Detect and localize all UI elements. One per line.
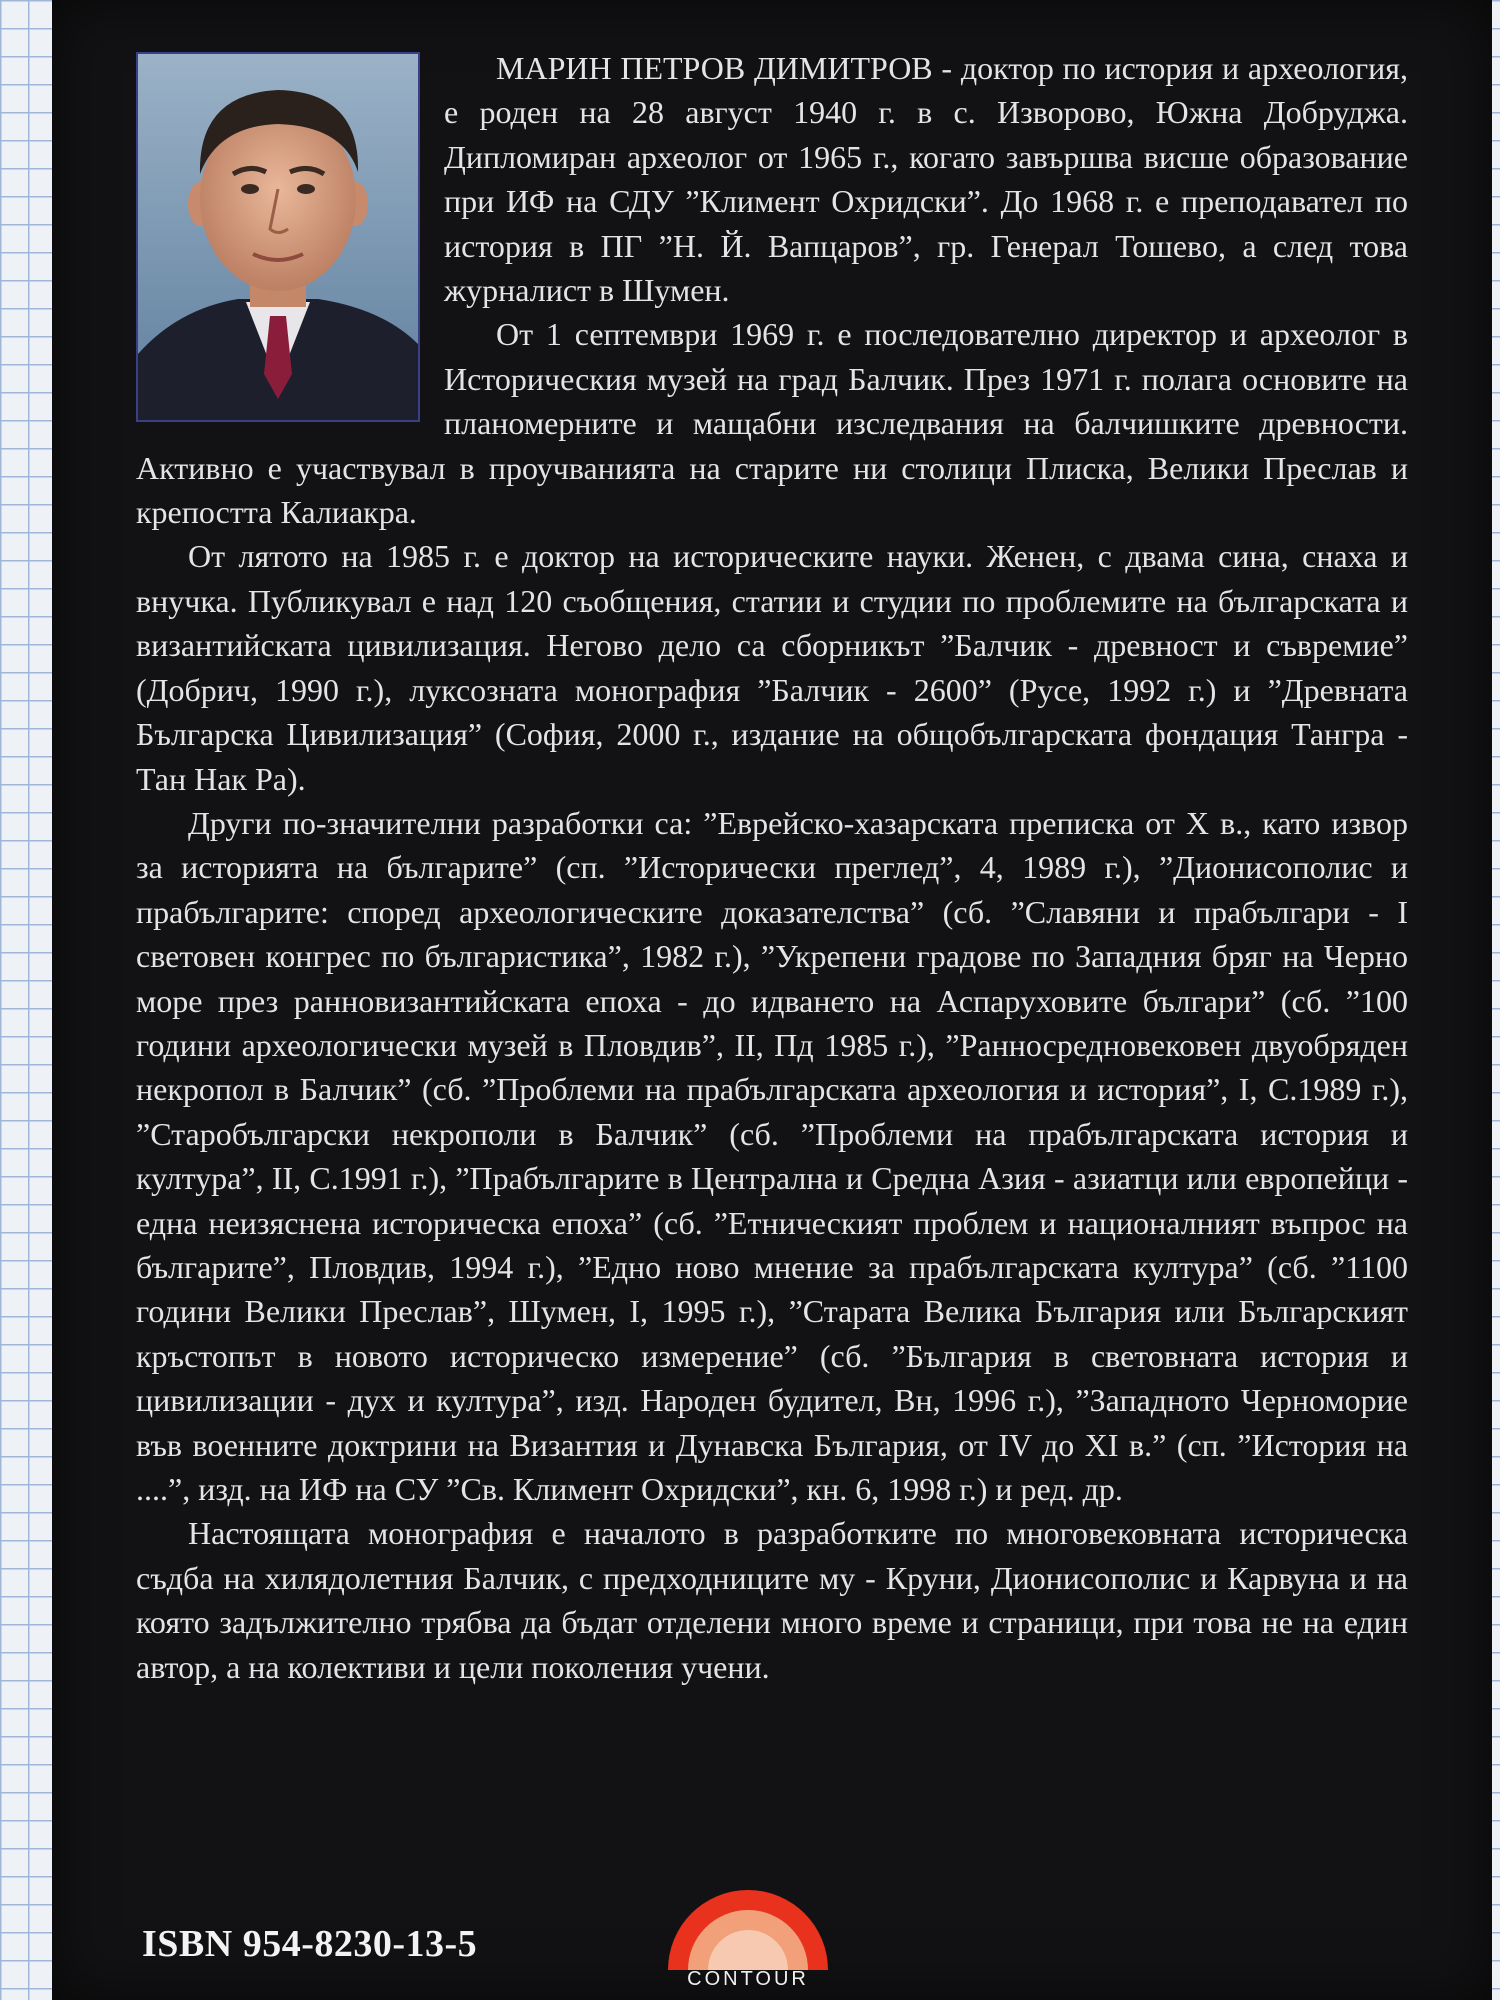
biography-paragraph-3: От лятото на 1985 г. е доктор на историческите науки. Женен, с двама сина, снаха и внучка. Публикувал е над 120 съобщения, статии и студии по проблемите на българската и византийската цивилизация. Негово дело са сборникът ”Балчик - древност и съвремие” (Добрич, 1990 г.), луксозната монография ”Балчик - 2600” (Русе, 1992 г.) и ”Древната Българска Цивилизация” (София, 2000 г., издание на общобългарската фондация Тангра - Тан Нак Ра). [136, 538, 1408, 797]
biography-paragraph-1: МАРИН ПЕТРОВ ДИМИТРОВ - доктор по история и археология, е роден на 28 август 1940 г. в с. Изворово, Южна Добруджа. Дипломиран археолог от 1965 г., когато завършва висше образование при ИФ на СДУ ”Климент Охридски”. До 1968 г. е преподавател по история в ПГ ”Н. Й. Вапцаров”, гр. Генерал Тошево, а след това журналист в Шумен. [444, 50, 1408, 309]
biography-paragraph-4: Други по-значителни разработки са: ”Еврейско-хазарската преписка от X в., като извор за историята на българите” (сп. ”Исторически преглед”, 4, 1989 г.), ”Дионисополис и прабългарите: според археологическите доказателства” (сб. ”Славяни и прабългари - I световен конгрес по българистика”, 1982 г.), ”Укрепени градове по Западния бряг на Черно море през ранновизантийската епоха - до идването на Аспаруховите българи” (сб. ”100 години археологически музей в Пловдив”, II, Пд 1985 г.), ”Ранносредновековен двуобряден некропол в Балчик” (сб. ”Проблеми на прабългарската археология и история”, I, С.1989 г.), ”Старобългарски некрополи в Балчик” (сб. ”Проблеми на прабългарската история и култура”, II, С.1991 г.), ”Прабългарите в Централна и Средна Азия - азиатци или европейци - една неизяснена историческа епоха” (сб. ”Етническият проблем и националният въпрос на българите”, Пловдив, 1994 г.), ”Едно ново мнение за прабългарската култура” (сб. ”1100 години Велики Преслав”, Шумен, I, 1995 г.), ”Старата Велика България или Българският кръстопът в новото историческо измерение” (сб. ”България в световната история и цивилизации - дух и култура”, изд. Народен будител, Вн, 1996 г.), ”Западното Черноморие във военните доктрини на Византия и Дунавска България, от IV до XI в.” (сп. ”История на ....”, изд. на ИФ на СУ ”Св. Климент Охридски”, кн. 6, 1998 г.) и ред. др. [136, 804, 1408, 1507]
biography-text [136, 46, 1408, 1689]
photo-wrap-spacer [136, 46, 436, 441]
book-back-cover [52, 0, 1492, 2000]
biography-paragraph-5: Настоящата монография е началото в разработките по многовековната историческа съдба на хилядолетния Балчик, с предходниците му - Круни, Дионисополис и Карвуна и на която задължително трябва да бъдат отделени много време и страници, при това не на един автор, а на колективи и цели поколения учени. [136, 1515, 1408, 1685]
biography-paragraph-2: От 1 септември 1969 г. е последователно директор и археолог в Историческия музей на град Балчик. През 1971 г. полага основите на планомерните и мащабни изследвания на балчишките древности. Активно е участвувал в проучванията на старите ни столици Плиска, Велики Преслав и крепостта Калиакра. [136, 316, 1408, 531]
contour-rainbow-icon [658, 1878, 838, 1974]
publisher-logo [658, 1878, 838, 2000]
publisher-logo-label: CONTOUR [687, 1968, 809, 1990]
isbn-number: ISBN 954-8230-13-5 [142, 1923, 478, 1965]
